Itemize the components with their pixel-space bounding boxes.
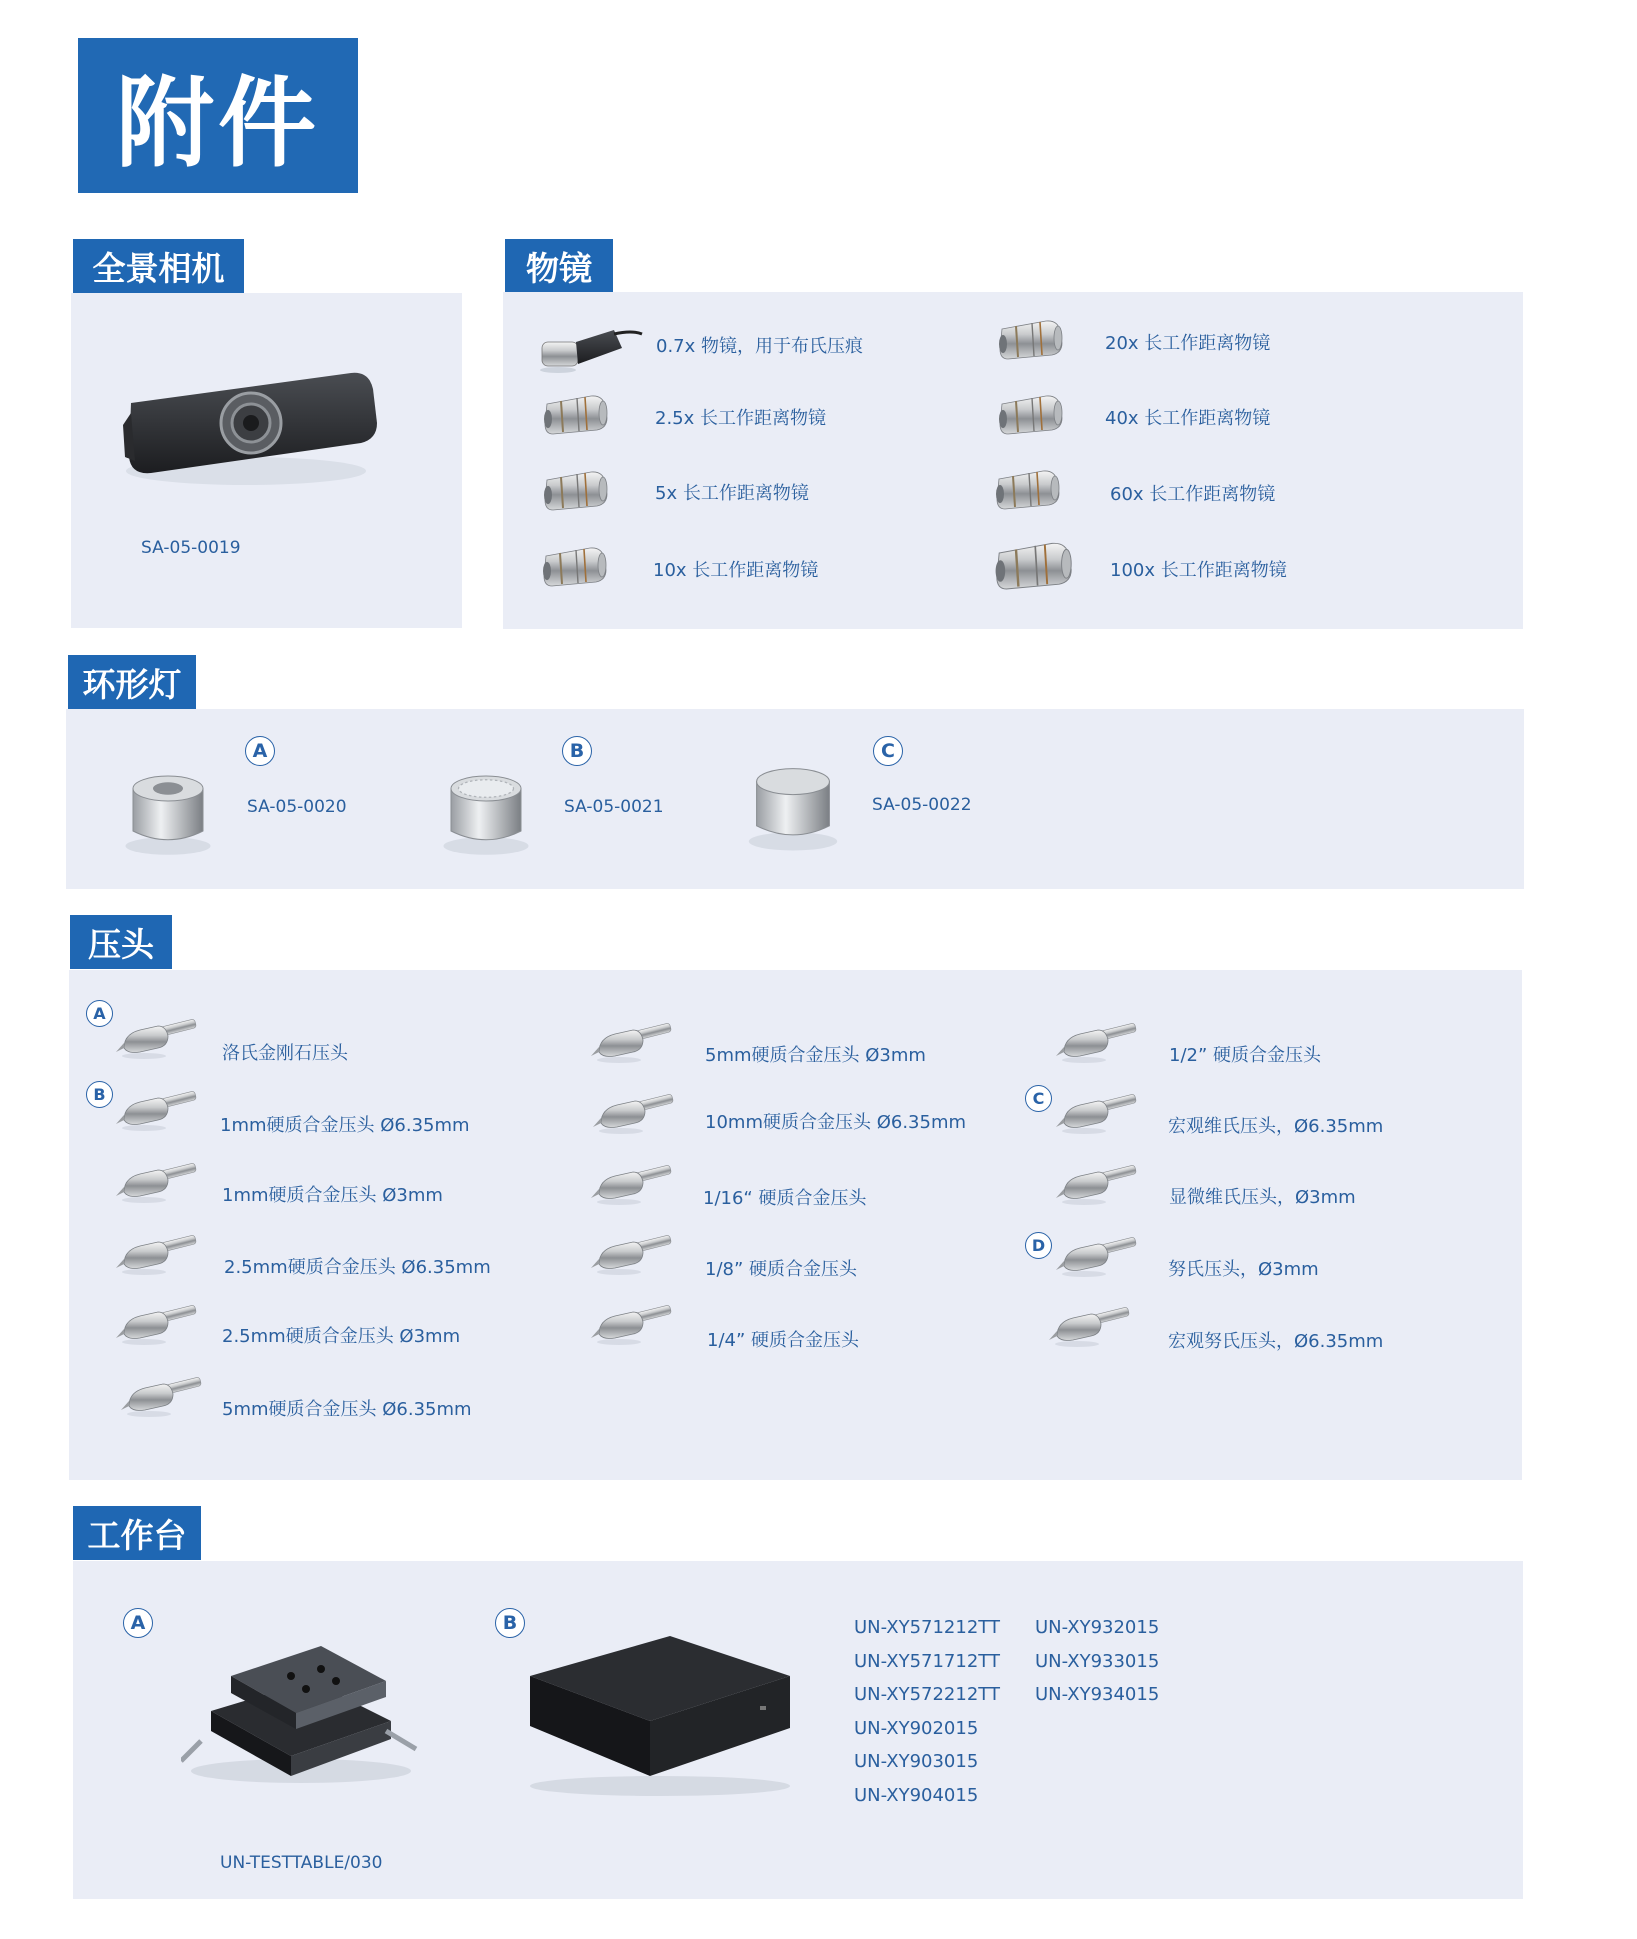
indenter-image	[1054, 1014, 1140, 1066]
indenter-image	[114, 1082, 200, 1134]
objective-100x-image	[992, 538, 1076, 592]
stage-code: UN-XY932015	[1035, 1617, 1160, 1638]
camera-section-title: 全景相机	[73, 239, 244, 293]
indenter-label: 2.5mm硬质合金压头 Ø3mm	[222, 1326, 461, 1347]
ring-light-a-image	[118, 761, 218, 861]
stage-code: UN-XY572212TT	[854, 1684, 1000, 1705]
indenter-label: 宏观维氏压头，Ø6.35mm	[1168, 1116, 1384, 1137]
indenter-image	[1054, 1156, 1140, 1208]
indenter-label: 1/2” 硬质合金压头	[1169, 1045, 1322, 1066]
objective-label: 60x 长工作距离物镜	[1110, 484, 1276, 505]
stage-code: UN-XY903015	[854, 1751, 979, 1772]
indenter-image	[1054, 1228, 1140, 1280]
stage-code: UN-XY904015	[854, 1784, 979, 1806]
ring-light-b-code: SA-05-0021	[564, 797, 664, 817]
indenter-image	[589, 1226, 675, 1278]
ringlight-section-title: 环形灯	[68, 655, 196, 709]
marker-b: B	[562, 736, 592, 766]
indenter-label: 5mm硬质合金压头 Ø3mm	[705, 1045, 926, 1066]
stage-code: UN-XY571712TT	[854, 1650, 1000, 1672]
indenters-section-title: 压头	[70, 915, 172, 969]
indenter-image	[589, 1014, 675, 1066]
ring-light-c-code: SA-05-0022	[872, 795, 972, 815]
stage-panel	[73, 1561, 1523, 1899]
objective-label: 0.7x 物镜，用于布氏压痕	[656, 336, 863, 357]
indenter-label: 显微维氏压头，Ø3mm	[1169, 1187, 1356, 1208]
objective-label: 10x 长工作距离物镜	[653, 560, 819, 581]
objective-label: 5x 长工作距离物镜	[655, 483, 809, 504]
indenter-label: 2.5mm硬质合金压头 Ø6.35mm	[224, 1257, 491, 1278]
indenter-image	[591, 1085, 677, 1137]
page-title: 附件	[78, 38, 358, 193]
objective-40x-image	[996, 392, 1066, 436]
indenter-label: 10mm硬质合金压头 Ø6.35mm	[705, 1112, 967, 1133]
indenter-label: 1/8” 硬质合金压头	[705, 1259, 858, 1280]
stage-section-title: 工作台	[73, 1506, 201, 1560]
indenter-label: 1mm硬质合金压头 Ø3mm	[222, 1185, 443, 1206]
xy-stage-b-image	[520, 1616, 800, 1806]
ringlight-panel	[66, 709, 1524, 889]
stage-b-codes-col2	[1035, 1611, 1159, 1712]
objective-label: 2.5x 长工作距离物镜	[655, 408, 826, 429]
indenter-image	[114, 1226, 200, 1278]
objective-5x-image	[541, 468, 611, 512]
objective-label: 100x 长工作距离物镜	[1110, 560, 1287, 581]
indenter-label: 宏观努氏压头，Ø6.35mm	[1168, 1331, 1384, 1352]
stage-code: UN-XY934015	[1035, 1684, 1160, 1705]
camera-code: SA-05-0019	[141, 538, 241, 558]
marker-c: C	[1025, 1085, 1052, 1112]
stage-code: UN-XY933015	[1035, 1650, 1160, 1672]
objectives-panel	[503, 292, 1523, 629]
objective-2.5x-image	[541, 392, 611, 436]
indenter-image	[119, 1368, 205, 1420]
indenters-panel	[69, 970, 1522, 1480]
stage-a-code: UN-TESTTABLE/030	[220, 1853, 383, 1873]
marker-b: B	[495, 1608, 525, 1638]
indenter-image	[589, 1296, 675, 1348]
objective-10x-image	[540, 544, 610, 588]
stage-code: UN-XY902015	[854, 1717, 979, 1739]
objective-60x-image	[993, 467, 1063, 511]
indenter-image	[114, 1296, 200, 1348]
indenter-image	[1054, 1085, 1140, 1137]
ring-light-c-image	[741, 753, 845, 857]
objective-label: 40x 长工作距离物镜	[1105, 408, 1271, 429]
marker-a: A	[245, 736, 275, 766]
marker-a: A	[86, 1000, 113, 1027]
indenter-image	[114, 1154, 200, 1206]
indenter-label: 1mm硬质合金压头 Ø6.35mm	[220, 1115, 470, 1136]
panoramic-camera-image	[111, 353, 381, 497]
indenter-label: 5mm硬质合金压头 Ø6.35mm	[222, 1399, 472, 1420]
stage-code: UN-XY571212TT	[854, 1617, 1000, 1638]
objectives-section-title: 物镜	[505, 239, 613, 293]
indenter-label: 1/16“ 硬质合金压头	[703, 1188, 867, 1209]
stage-b-codes-col1	[854, 1611, 1000, 1812]
marker-a: A	[123, 1608, 153, 1638]
marker-b: B	[86, 1081, 113, 1108]
indenter-label: 1/4” 硬质合金压头	[707, 1330, 860, 1351]
objective-20x-image	[996, 317, 1066, 361]
indenter-label: 洛氏金刚石压头	[222, 1043, 348, 1064]
indenter-image	[589, 1156, 675, 1208]
ring-light-a-code: SA-05-0020	[247, 797, 347, 817]
camera-panel	[71, 293, 462, 628]
marker-d: D	[1025, 1232, 1052, 1259]
indenter-image	[1047, 1298, 1133, 1350]
indenter-label: 努氏压头，Ø3mm	[1168, 1259, 1319, 1280]
indenter-image	[114, 1010, 200, 1062]
objective-label: 20x 长工作距离物镜	[1105, 333, 1271, 354]
objective-0.7x-image	[538, 320, 648, 380]
ring-light-b-image	[436, 761, 536, 861]
marker-c: C	[873, 736, 903, 766]
xy-test-table-image	[181, 1621, 421, 1791]
